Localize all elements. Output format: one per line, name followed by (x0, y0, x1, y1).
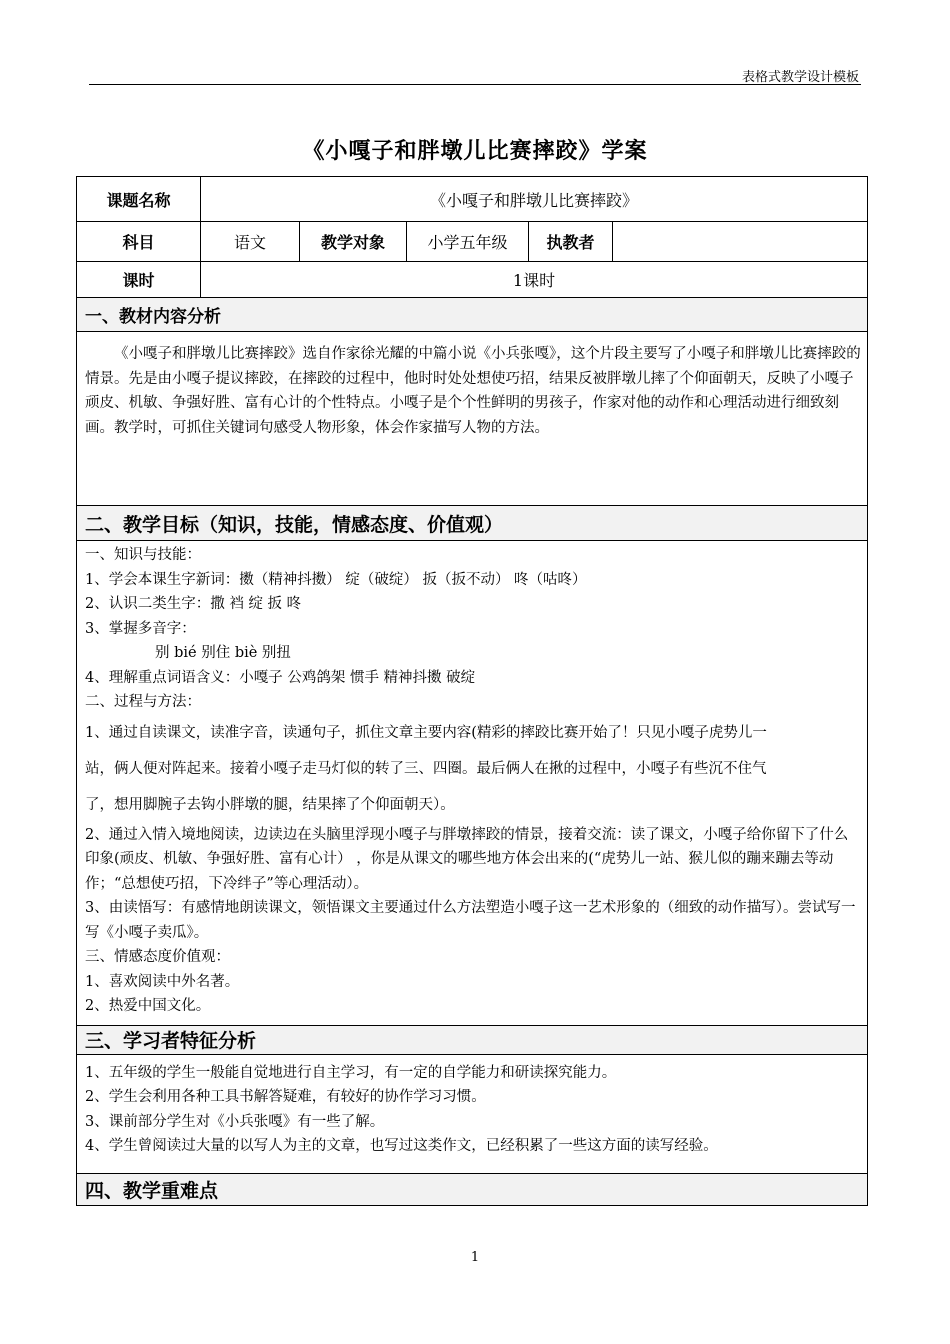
goal-line: 2、通过入情入境地阅读，边读边在头脑里浮现小嘎子与胖墩摔跤的情景，接着交流：读了课文，小嘎子给你留下了什么印象(顽皮、机敏、争强好胜、富有心计） ，你是从课文的哪些地方体会出来的(“虎势儿一站、猴儿似的蹦来蹦去等动作；“总想使巧招，下冷绊子”等心理活动）。 (85, 826, 849, 892)
subject-label: 科目 (77, 222, 201, 262)
subject-value: 语文 (201, 222, 300, 262)
goal-line: 别 bié 别住 biè 别扭 (155, 645, 291, 661)
goal-line: 一、知识与技能： (85, 547, 201, 563)
hours-value: 1课时 (201, 262, 868, 298)
hours-label: 课时 (77, 262, 201, 298)
goal-line: 1、学会本课生字新词：擞（精神抖擞） 绽（破绽） 扳（扳不动） 咚（咕咚） (85, 571, 587, 588)
goal-line: 1、通过自读课文，读准字音，读通句子，抓住文章主要内容(精彩的摔跤比赛开始了！只见小嘎子虎势儿一 (85, 724, 767, 741)
document-title: 《小嘎子和胖墩儿比赛摔跤》学案 (302, 139, 648, 164)
section-1-header-row (77, 298, 868, 332)
learner-line: 4、学生曾阅读过大量的以写人为主的文章，也写过这类作文，已经积累了一些这方面的读写经验。 (85, 1138, 718, 1154)
learner-line: 1、五年级的学生一般能自觉地进行自主学习，有一定的自学能力和研读探究能力。 (85, 1064, 617, 1081)
page-header-text: 表格式教学设计模板 (741, 70, 859, 85)
subject-row (77, 222, 868, 262)
section-1-body (77, 332, 868, 506)
page-number: 1 (470, 1250, 480, 1265)
goal-line: 了，想用脚腕子去钩小胖墩的腿，结果摔了个仰面朝天）。 (85, 796, 455, 813)
teacher-label: 执教者 (529, 222, 613, 262)
hours-row (77, 262, 868, 298)
section-3-header-row (77, 1025, 868, 1054)
section-2-heading: 二、教学目标（知识，技能，情感态度、价值观） (77, 506, 868, 541)
section-3-body (77, 1054, 868, 1173)
target-label: 教学对象 (300, 222, 407, 262)
section-4-header-row (77, 1173, 868, 1205)
topic-label: 课题名称 (77, 177, 201, 222)
section-1-body-row (77, 332, 868, 506)
lesson-plan-table (76, 176, 868, 1206)
goal-line: 1、喜欢阅读中外名著。 (85, 973, 240, 990)
section-2-body-row (77, 541, 868, 1026)
goal-line: 4、理解重点词语含义：小嘎子 公鸡鸽架 惯手 精神抖擞 破绽 (85, 669, 476, 686)
goal-line: 二、过程与方法： (85, 694, 201, 710)
goal-line: 三、情感态度价值观： (85, 949, 230, 965)
section-2-header-row (77, 506, 868, 541)
topic-row (77, 177, 868, 222)
learner-line: 2、学生会利用各种工具书解答疑难，有较好的协作学习习惯。 (85, 1089, 486, 1105)
header-divider (89, 84, 861, 85)
learner-line: 3、课前部分学生对《小兵张嘎》有一些了解。 (85, 1113, 385, 1130)
section-3-heading: 三、学习者特征分析 (77, 1025, 868, 1054)
goal-line: 站，俩人便对阵起来。接着小嘎子走马灯似的转了三、四圈。最后俩人在揪的过程中，小嘎子有些沉不住气 (85, 760, 767, 777)
section-1-heading: 一、教材内容分析 (77, 298, 868, 332)
goal-line: 3、掌握多音字： (85, 620, 196, 637)
goal-line: 3、由读悟写：有感情地朗读课文，领悟课文主要通过什么方法塑造小嘎子这一艺术形象的（细致的动作描写）。尝试写一写《小嘎子卖瓜》。 (85, 900, 856, 941)
goal-line: 2、热爱中国文化。 (85, 998, 211, 1014)
topic-value: 《小嘎子和胖墩儿比赛摔跤》 (201, 177, 868, 222)
teacher-value (613, 222, 868, 262)
goal-line: 2、认识二类生字：撒 裆 绽 扳 咚 (85, 596, 302, 612)
section-4-heading: 四、教学重难点 (77, 1173, 868, 1205)
section-1-text: 《小嘎子和胖墩儿比赛摔跤》选自作家徐光耀的中篇小说《小兵张嘎》，这个片段主要写了小嘎子和胖墩儿比赛摔跤的情景。先是由小嘎子提议摔跤，在摔跤的过程中，他时时处处想使巧招，结果反被胖墩儿摔了个仰面朝天，反映了小嘎子顽皮、机敏、争强好胜、富有心计的个性特点。小嘎子是个个性鲜明的男孩子，作家对他的动作和心理活动进行细致刻画。教学时，可抓住关键词句感受人物形象，体会作家描写人物的方法。 (85, 346, 861, 436)
section-2-body (77, 541, 868, 1026)
section-3-body-row (77, 1054, 868, 1173)
target-value: 小学五年级 (407, 222, 529, 262)
